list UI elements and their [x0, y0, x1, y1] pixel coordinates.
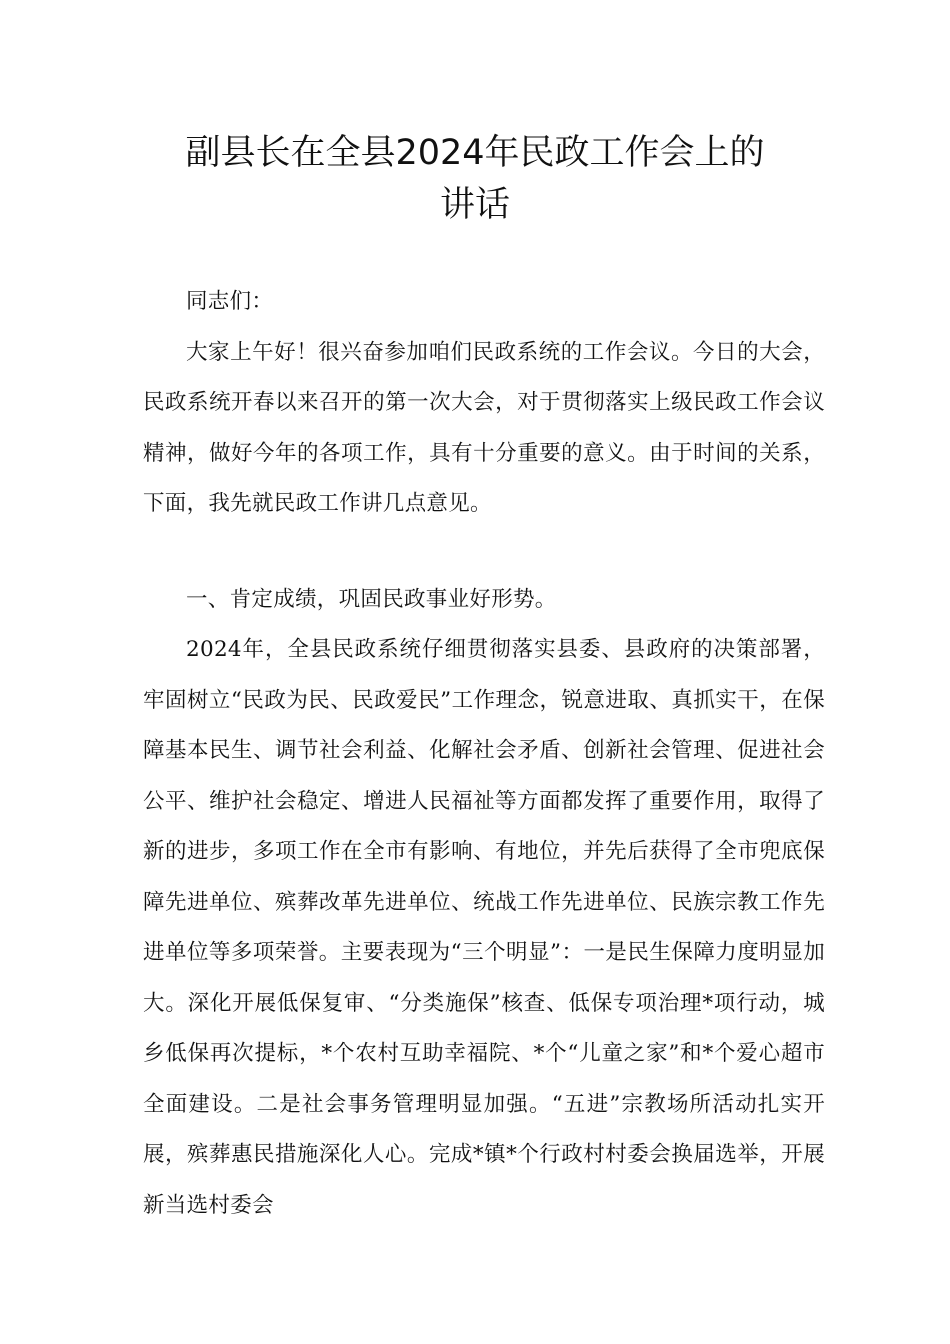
document-title-line-1: 副县长在全县2024年民政工作会上的	[185, 133, 765, 173]
salutation: 同志们：	[186, 289, 274, 314]
document-body	[143, 277, 825, 1231]
paragraph-spacer	[143, 530, 825, 575]
document-title-line-2: 讲话	[439, 185, 510, 225]
paragraph-opening: 大家上午好！很兴奋参加咱们民政系统的工作会议。今日的大会，民政系统开春以来召开的第一次大会，对于贯彻落实上级民政工作会议精神，做好今年的各项工作，具有十分重要的意义。由于时间的关系，下面，我先就民政工作讲几点意见。	[143, 339, 825, 516]
paragraph-achievements: 2024年，全县民政系统仔细贯彻落实县委、县政府的决策部署，牢固树立“民政为民、民政爱民”工作理念，锐意进取、真抓实干，在保障基本民生、调节社会利益、化解社会矛盾、创新社会管理、促进社会公平、维护社会稳定、增进人民福祉等方面都发挥了重要作用，取得了新的进步，多项工作在全市有影响、有地位，并先后获得了全市兜底保障先进单位、殡葬改革先进单位、统战工作先进单位、民族宗教工作先进单位等多项荣誉。主要表现为“三个明显”：一是民生保障力度明显加大。深化开展低保复审、“分类施保”核查、低保专项治理*项行动，城乡低保再次提标，*个农村互助幸福院、*个“儿童之家”和*个爱心超市全面建设。二是社会事务管理明显加强。“五进”宗教场所活动扎实开展，殡葬惠民措施深化人心。完成*镇*个行政村村委会换届选举，开展新当选村委会	[143, 637, 825, 1218]
section-heading-1: 一、肯定成绩，巩固民政事业好形势。	[186, 586, 557, 612]
